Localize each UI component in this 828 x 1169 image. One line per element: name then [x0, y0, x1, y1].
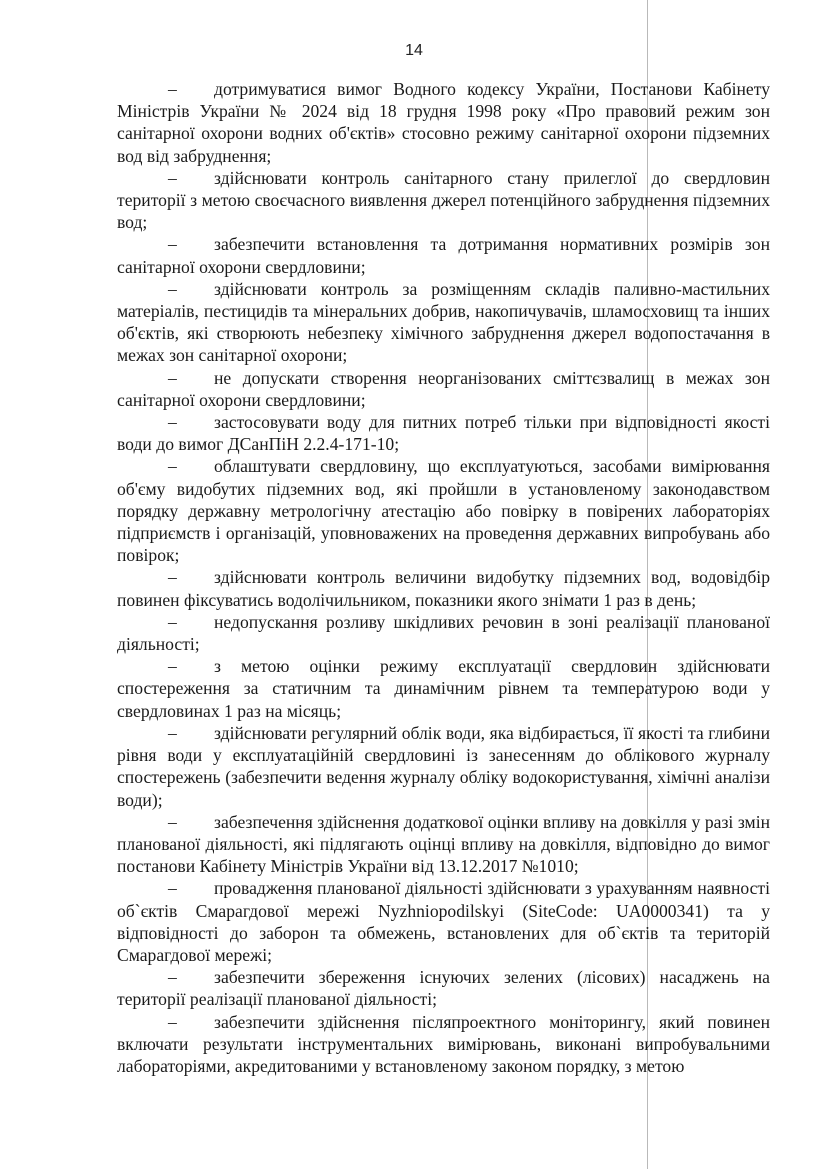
list-item [117, 877, 770, 966]
list-item [117, 966, 770, 1010]
list-item-text: не допускати створення неорганізованих сміттєзвалищ в межах зон санітарної охорони свердловини; [117, 367, 770, 410]
list-item-text: забезпечити здійснення післяпроектного моніторингу, який повинен включати результати інструментальних вимірювань, виконані випробувальними лабораторіями, акредитованими у встановленому законом порядку, з метою [117, 1011, 770, 1076]
list-dash: – [168, 234, 177, 255]
list-item [117, 78, 770, 167]
list-item [117, 655, 770, 722]
list-item [117, 278, 770, 367]
list-dash: – [168, 278, 177, 299]
list-dash: – [168, 367, 177, 388]
list-dash: – [168, 611, 177, 632]
list-dash: – [168, 412, 177, 433]
list-item-text: здійснювати контроль санітарного стану прилеглої до свердловин території з метою своєчасного виявлення джерел потенційного забруднення підземних вод; [117, 167, 770, 233]
list-item [117, 367, 770, 411]
list-item-text: здійснювати контроль величини видобутку підземних вод, водовідбір повинен фіксуватись водолічильником, показники якого знімати 1 раз в день; [117, 567, 770, 610]
list-dash: – [168, 167, 177, 188]
list-dash: – [168, 722, 177, 743]
list-item [117, 455, 770, 566]
list-item-text: з метою оцінки режиму експлуатації свердловин здійснювати спостереження за статичним та динамічним рівнем та температурою води у свердловинах 1 раз на місяць; [117, 656, 770, 721]
list-item [117, 811, 770, 878]
list-item-text: забезпечити збереження існуючих зелених (лісових) насаджень на території реалізації планованої діяльності; [117, 967, 770, 1010]
list-item-text: провадження планованої діяльності здійснювати з урахуванням наявності об`єктів Смарагдової мережі Nyzhniopodilskyi (SiteCode: UA0000341) та у відповідності до заборон та обмежень, встановлених для об`єктів та територій Смарагдової мережі; [117, 878, 770, 965]
list-item [117, 566, 770, 610]
list-dash: – [168, 567, 177, 588]
list-item-text: забезпечення здійснення додаткової оцінки впливу на довкілля у разі змін планованої діяльності, які підлягають оцінці впливу на довкілля, відповідно до вимог постанови Кабінету Міністрів України від 13.12.2017 №1010; [117, 811, 770, 877]
list-item [117, 167, 770, 234]
list-item [117, 411, 770, 455]
list-item-text: облаштувати свердловину, що експлуатуються, засобами вимірювання об'єму видобутих підземних вод, які пройшли в установленому законодавством порядку державну метрологічну атестацію або повірку в повірених лабораторіях підприємств і організацій, уповноважених на проведення державних випробувань або повірок; [117, 456, 770, 566]
document-body [117, 78, 770, 1077]
list-dash: – [168, 79, 177, 99]
list-dash: – [168, 878, 177, 899]
list-item [117, 233, 770, 277]
list-dash: – [168, 656, 177, 677]
list-item [117, 611, 770, 655]
list-item-text: дотримуватися вимог Водного кодексу України, Постанови Кабінету Міністрів України № 2024 від 18 грудня 1998 року «Про правовий режим зон санітарної охорони водних об'єктів» стосовно режиму санітарної охорони підземних вод від забруднення; [117, 79, 770, 166]
list-item-text: недопускання розливу шкідливих речовин в зоні реалізації планованої діяльності; [117, 611, 770, 655]
list-item-text: застосовувати воду для питних потреб тільки при відповідності якості води до вимог ДСанПіН 2.2.4-171-10; [117, 412, 770, 455]
list-item [117, 722, 770, 811]
list-item-text: здійснювати контроль за розміщенням складів паливно-мастильних матеріалів, пестицидів та мінеральних добрив, накопичувачів, шламосховищ та інших об'єктів, які створюють небезпеку хімічного забруднення джерел водопостачання в межах зон санітарної охорони; [117, 278, 770, 366]
list-item-text: здійснювати регулярний облік води, яка відбирається, її якості та глибини рівня води у експлуатаційній свердловині із занесенням до облікового журналу спостережень (забезпечити ведення журналу обліку водокористування, хімічні аналізи води); [117, 722, 770, 810]
list-item [117, 1011, 770, 1078]
list-item-text: забезпечити встановлення та дотримання нормативних розмірів зон санітарної охорони свердловини; [117, 234, 770, 277]
list-dash: – [168, 1011, 177, 1032]
list-dash: – [168, 456, 177, 477]
list-dash: – [168, 967, 177, 988]
list-dash: – [168, 811, 177, 832]
page-number: 14 [405, 42, 423, 59]
